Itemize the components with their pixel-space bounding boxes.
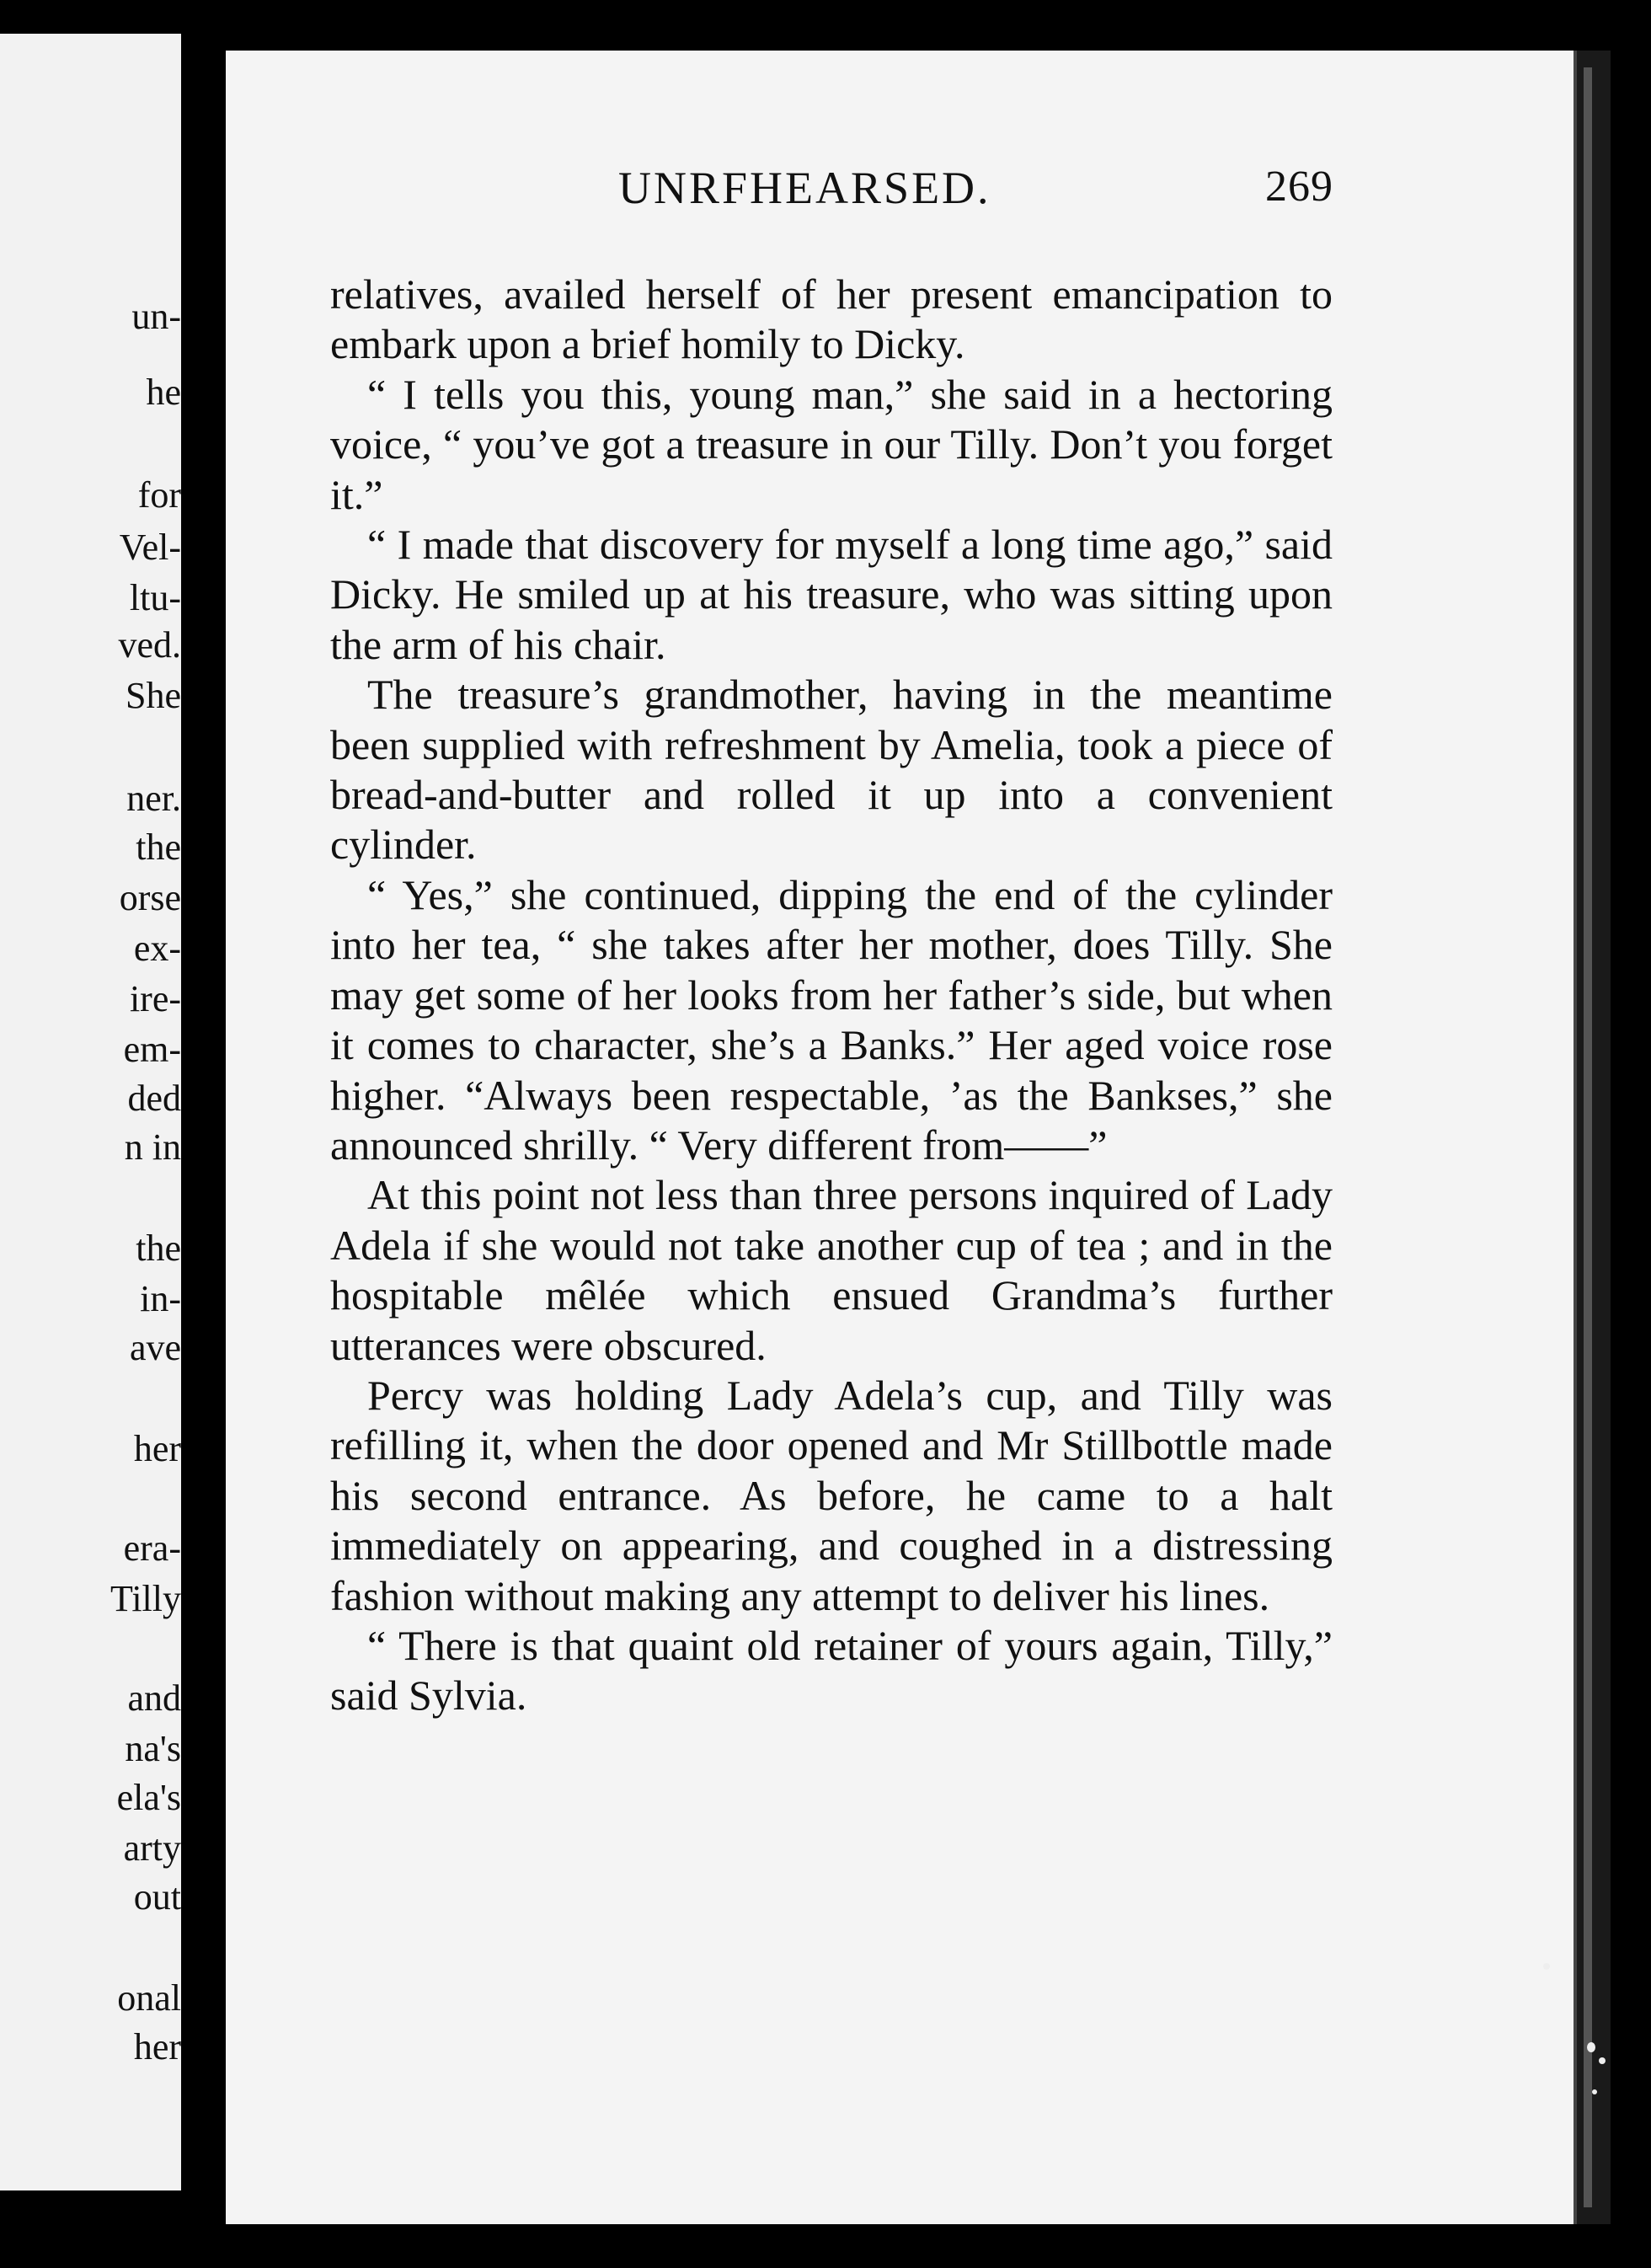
left-page-fragment: ave	[129, 1327, 181, 1368]
left-page-fragment: ved.	[118, 624, 181, 666]
left-page-fragment: for	[137, 474, 181, 516]
left-page-fragment: ltu-	[129, 577, 181, 618]
paragraph: “ Yes,” she continued, dipping the end of the cylinder into her tea, “ she takes after her mother, does Tilly. She may get some of her looks from her father’s side, but when it comes to character, she’s a Banks.” Her aged voice rose higher. “Always been respectable, ’as the Bankses,” she announced shrilly. “ Very different from——”	[330, 870, 1333, 1169]
left-page-fragment: arty	[123, 1827, 181, 1869]
left-page-fragment: ire-	[129, 978, 181, 1019]
left-page-fragment: onal	[117, 1977, 181, 2019]
left-page-fragment: her	[133, 2026, 181, 2067]
left-page-fragment: ner.	[126, 778, 181, 819]
left-page-fragment: her	[133, 1428, 181, 1469]
left-page-fragment: un-	[131, 296, 181, 337]
left-page-fragment: the	[136, 1228, 181, 1269]
left-page-fragment: n in	[124, 1126, 181, 1168]
left-page-fragment: Tilly	[110, 1578, 181, 1619]
left-page-fragment: She	[126, 675, 181, 716]
paragraph: Percy was holding Lady Adela’s cup, and Tilly was refilling it, when the door opened and Mr Stillbottle made his second entrance. As before, he came to a halt immediately on appearing, and coughed in a distressing fashion without making any attempt to deliver his lines.	[330, 1371, 1333, 1619]
page-edge	[1577, 51, 1611, 2224]
page-number: 269	[1265, 163, 1333, 211]
scan-speck	[1543, 1963, 1550, 1970]
running-head: UNRFHEARSED.	[618, 163, 991, 213]
paragraph: At this point not less than three persons inquired of Lady Adela if she would not take another cup of tea ; and in the hospitable mêlée which ensued Grandma’s further utterances were obscured.	[330, 1171, 1333, 1369]
scan-speck	[1587, 2042, 1595, 2052]
left-page-fragment: ded	[127, 1078, 181, 1119]
scan-speck	[1592, 2089, 1597, 2094]
left-page-fragment: ex-	[133, 928, 181, 969]
page-edge-highlight	[1584, 67, 1592, 2207]
paragraph: “ I tells you this, young man,” she said in a hectoring voice, “ you’ve got a treasure in our Tilly. Don’t you forget it.”	[330, 370, 1333, 518]
left-page-fragment: in-	[140, 1278, 181, 1319]
left-page-fragment: the	[136, 826, 181, 868]
page-header	[618, 162, 1376, 229]
book-gutter	[181, 0, 225, 2268]
left-page-fragment: era-	[123, 1527, 181, 1569]
left-page-fragment: he	[146, 372, 181, 413]
left-facing-page	[0, 34, 181, 2190]
left-page-fragment: out	[133, 1876, 181, 1918]
scan-speck	[1599, 2057, 1606, 2064]
left-page-fragment: ela's	[116, 1777, 181, 1818]
paragraph: The treasure’s grandmother, having in the meantime been supplied with refreshment by Amelia, took a piece of bread-and-butter and rolled it up into a convenient cylinder.	[330, 671, 1333, 869]
left-page-fragment: Vel-	[119, 527, 181, 568]
body-text	[330, 270, 1333, 1721]
left-page-fragment: orse	[119, 877, 181, 918]
paragraph: “ I made that discovery for myself a long time ago,” said Dicky. He smiled up at his treasure, who was sitting upon the arm of his chair.	[330, 521, 1333, 668]
paragraph: “ There is that quaint old retainer of yours again, Tilly,” said Sylvia.	[330, 1621, 1333, 1720]
left-page-fragment: em-	[123, 1029, 181, 1070]
left-page-fragment: na's	[125, 1728, 181, 1769]
left-page-fragment: and	[127, 1677, 181, 1719]
paragraph: relatives, availed herself of her present emancipation to embark upon a brief homily to Dicky.	[330, 270, 1333, 368]
